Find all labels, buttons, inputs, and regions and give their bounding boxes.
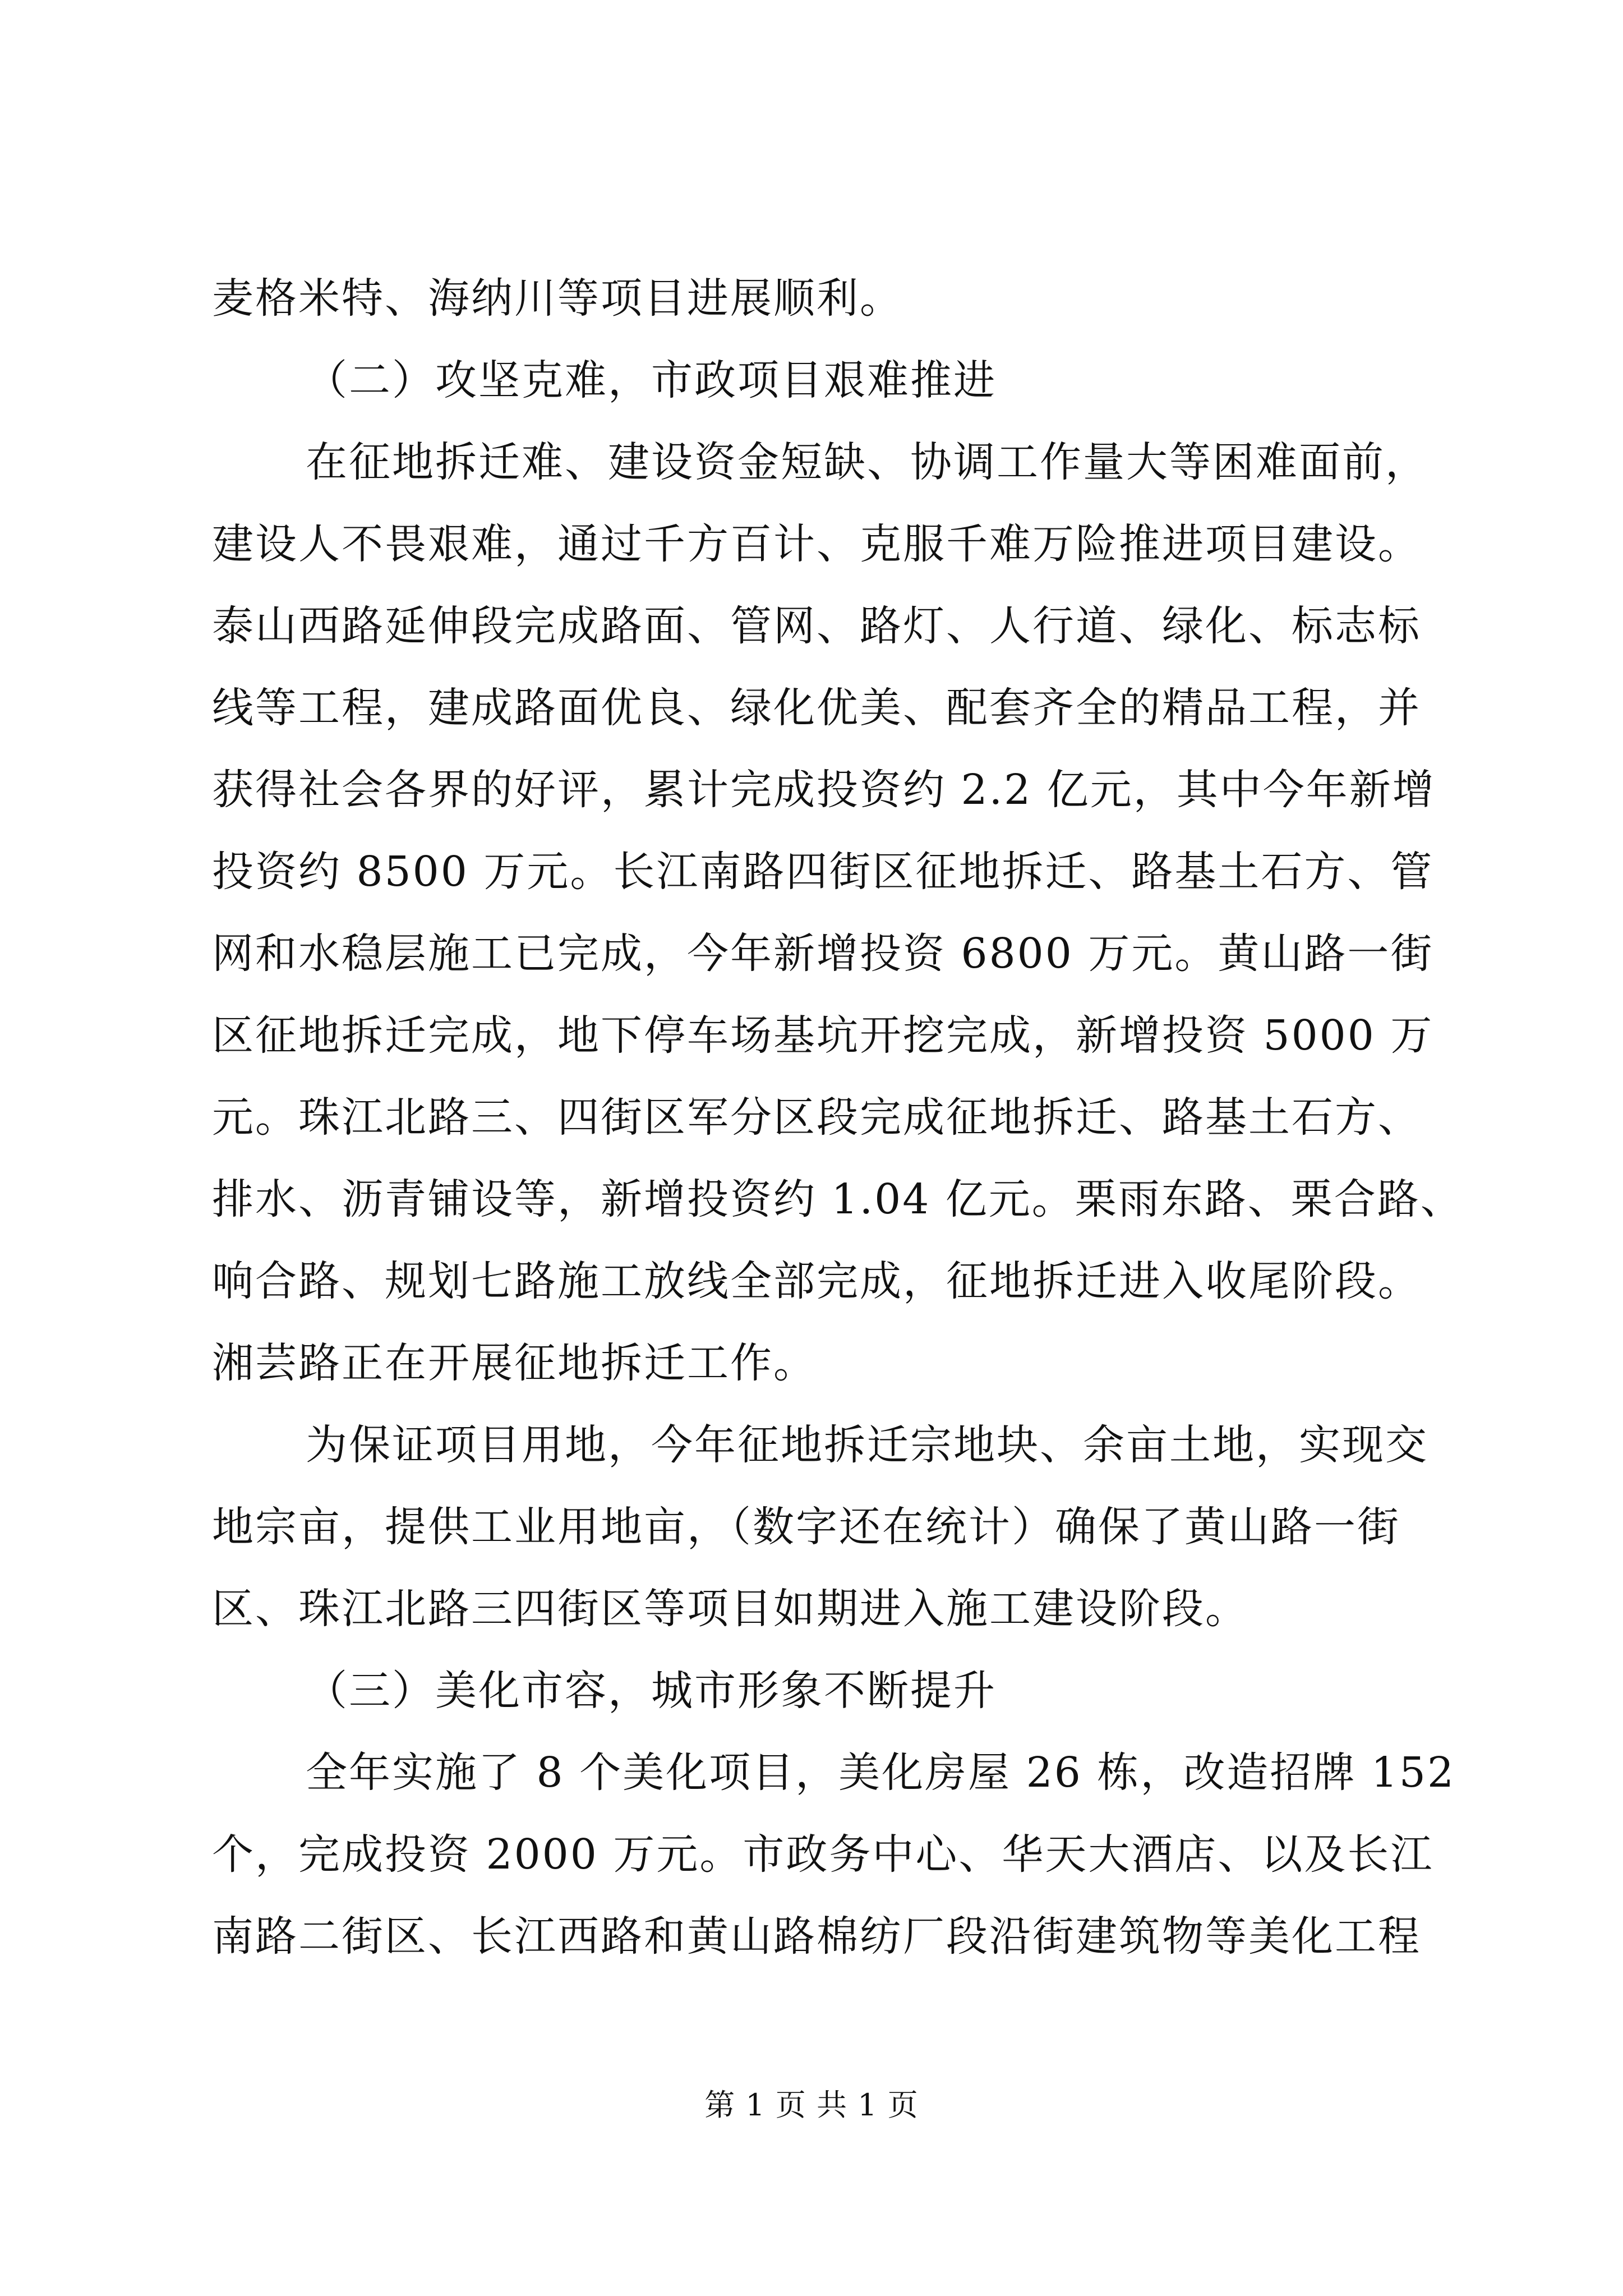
text-line: 投资约 8500 万元。长江南路四街区征地拆迁、路基土石方、管 — [212, 848, 1434, 896]
text-line: 个，完成投资 2000 万元。市政务中心、华天大酒店、以及长江 — [212, 1830, 1434, 1879]
text-line: 建设人不畏艰难，通过千方百计、克服千难万险推进项目建设。 — [212, 520, 1421, 568]
text-line: 泰山西路延伸段完成路面、管网、路灯、人行道、绿化、标志标 — [212, 602, 1421, 650]
text-line: 在征地拆迁难、建设资金短缺、协调工作量大等困难面前， — [306, 438, 1428, 486]
section-heading: （三）美化市容，城市形象不断提升 — [306, 1667, 997, 1715]
text-line: 地宗亩，提供工业用地亩，（数字还在统计）确保了黄山路一街 — [212, 1503, 1400, 1551]
text-line: 线等工程，建成路面优良、绿化优美、配套齐全的精品工程，并 — [212, 684, 1421, 732]
text-line: 元。珠江北路三、四街区军分区段完成征地拆迁、路基土石方、 — [212, 1093, 1421, 1142]
text-line: 响合路、规划七路施工放线全部完成，征地拆迁进入收尾阶段。 — [212, 1257, 1421, 1305]
text-line: 获得社会各界的好评，累计完成投资约 2.2 亿元，其中今年新增 — [212, 766, 1436, 814]
text-line: 为保证项目用地，今年征地拆迁宗地块、余亩土地，实现交 — [306, 1421, 1428, 1469]
section-heading: （二）攻坚克难，市政项目艰难推进 — [306, 356, 997, 404]
text-line: 区征地拆迁完成，地下停车场基坑开挖完成，新增投资 5000 万 — [212, 1011, 1434, 1060]
text-line: 排水、沥青铺设等，新增投资约 1.04 亿元。栗雨东路、栗合路、 — [212, 1175, 1464, 1223]
text-line: 湘芸路正在开展征地拆迁工作。 — [212, 1339, 817, 1387]
text-line: 麦格米特、海纳川等项目进展顺利。 — [212, 274, 903, 323]
text-line: 全年实施了 8 个美化项目，美化房屋 26 栋，改造招牌 152 — [306, 1749, 1456, 1797]
text-line: 南路二街区、长江西路和黄山路棉纺厂段沿街建筑物等美化工程 — [212, 1912, 1421, 1961]
text-line: 网和水稳层施工已完成，今年新增投资 6800 万元。黄山路一街 — [212, 930, 1434, 978]
text-line: 区、珠江北路三四街区等项目如期进入施工建设阶段。 — [212, 1585, 1248, 1633]
page-footer: 第 1 页 共 1 页 — [704, 2087, 919, 2123]
